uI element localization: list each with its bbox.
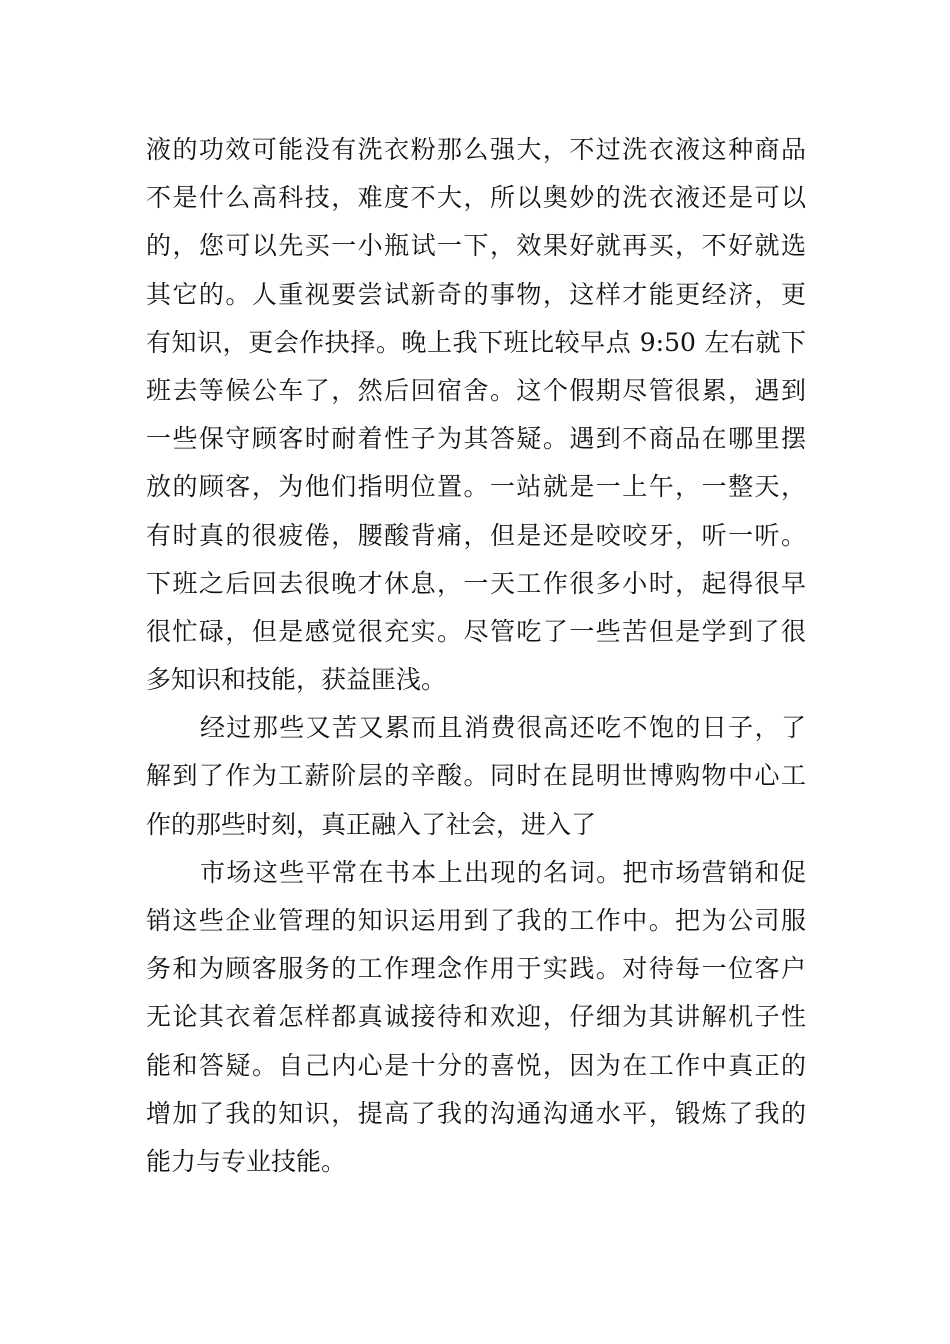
text-line: 很忙碌，但是感觉很充实。尽管吃了一些苦但是学到了很 [146, 616, 806, 646]
text-line: 有知识，更会作抉择。晚上我下班比较早点 9:50 左右就下 [146, 327, 806, 357]
text-line: 能力与专业技能。 [146, 1146, 347, 1176]
text-line: 务和为顾客服务的工作理念作用于实践。对待每一位客户 [146, 954, 806, 984]
text-line: 销这些企业管理的知识运用到了我的工作中。把为公司服 [146, 906, 806, 935]
text-line: 液的功效可能没有洗衣粉那么强大，不过洗衣液这种商品 [146, 135, 806, 164]
text-line: 放的顾客，为他们指明位置。一站就是一上午，一整天， [146, 472, 806, 502]
text-line: 的，您可以先买一小瓶试一下，效果好就再买，不好就选 [146, 231, 806, 261]
text-line: 班去等候公车了，然后回宿舍。这个假期尽管很累，遇到 [146, 375, 806, 405]
text-line: 多知识和技能，获益匪浅。 [146, 665, 447, 695]
text-line: 有时真的很疲倦，腰酸背痛，但是还是咬咬牙，听一听。 [146, 520, 806, 550]
text-line: 下班之后回去很晚才休息，一天工作很多小时，起得很早 [146, 568, 806, 598]
text-line: 不是什么高科技，难度不大，所以奥妙的洗衣液还是可以 [146, 183, 806, 213]
text-line: 增加了我的知识，提高了我的沟通沟通水平，锻炼了我的 [146, 1098, 806, 1128]
text-line: 解到了作为工薪阶层的辛酸。同时在昆明世博购物中心工 [146, 761, 806, 791]
document-body [146, 126, 806, 1186]
text-line: 市场这些平常在书本上出现的名词。把市场营销和促 [200, 857, 806, 887]
text-line: 作的那些时刻，真正融入了社会，进入了 [146, 809, 597, 839]
text-line: 经过那些又苦又累而且消费很高还吃不饱的日子，了 [200, 713, 806, 743]
text-line: 其它的。人重视要尝试新奇的事物，这样才能更经济，更 [146, 279, 806, 309]
text-line: 能和答疑。自己内心是十分的喜悦，因为在工作中真正的 [146, 1050, 806, 1080]
text-line: 一些保守顾客时耐着性子为其答疑。遇到不商品在哪里摆 [146, 424, 806, 454]
text-line: 无论其衣着怎样都真诚接待和欢迎，仔细为其讲解机子性 [146, 1002, 806, 1032]
